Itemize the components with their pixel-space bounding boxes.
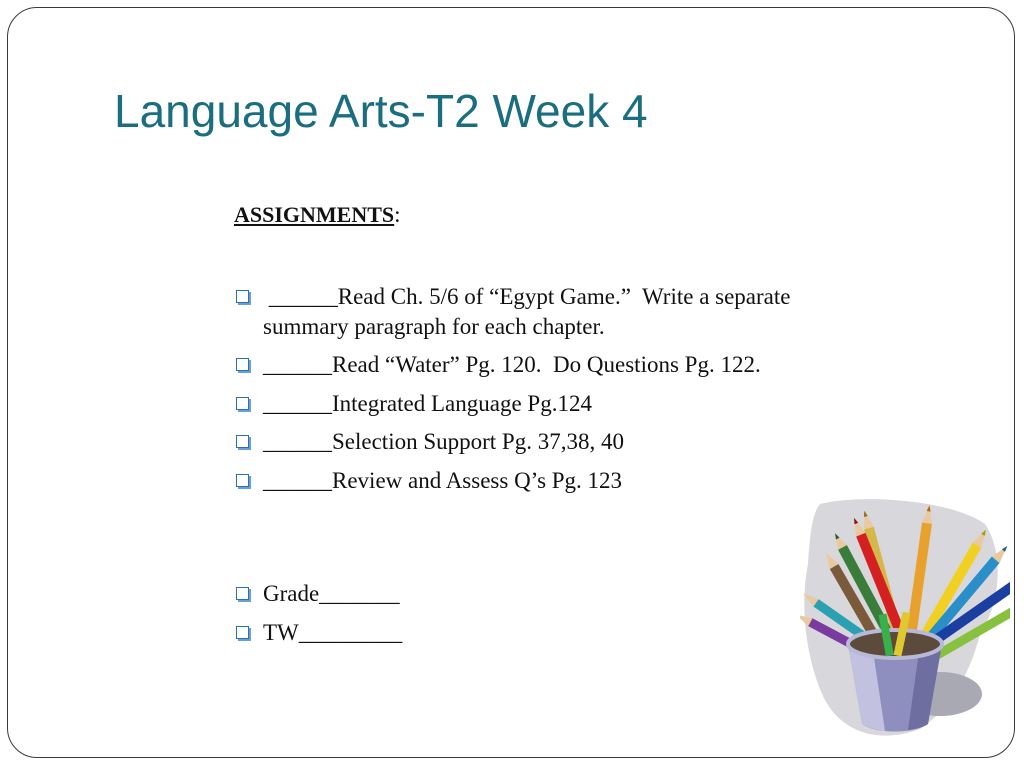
cup [848, 630, 942, 732]
checkbox-icon[interactable] [236, 626, 249, 639]
assignment-text: ______Review and Assess Q’s Pg. 123 [263, 468, 623, 493]
assignment-text-continued: summary paragraph for each chapter. [263, 314, 605, 339]
checkbox-icon[interactable] [236, 290, 249, 303]
checkbox-icon[interactable] [236, 474, 249, 487]
tw-text: TW_________ [263, 620, 403, 645]
assignment-text: ______Read “Water” Pg. 120. Do Questions Pg. 122. [263, 352, 761, 377]
assignments-heading: ASSIGNMENTS [234, 202, 395, 227]
checkbox-icon[interactable] [236, 397, 249, 410]
checkbox-icon[interactable] [236, 587, 249, 600]
assignment-text: ______Read Ch. 5/6 of “Egypt Game.” Write a separate [263, 284, 791, 309]
grade-text: Grade_______ [263, 581, 400, 606]
assignment-item[interactable] [234, 282, 934, 342]
assignments-heading-row [234, 202, 401, 228]
checkbox-icon[interactable] [236, 435, 249, 448]
slide-title: Language Arts-T2 Week 4 [114, 85, 648, 137]
pencils-cup-clipart [800, 494, 1010, 744]
tw-item[interactable] [234, 618, 634, 648]
checkbox-icon[interactable] [236, 358, 249, 371]
grade-item[interactable] [234, 579, 634, 609]
assignment-item[interactable] [234, 350, 934, 380]
assignment-text: ______Selection Support Pg. 37,38, 40 [263, 429, 624, 454]
assignment-text: ______Integrated Language Pg.124 [263, 391, 592, 416]
assignment-item[interactable] [234, 427, 934, 457]
heading-colon: : [394, 202, 401, 227]
assignment-item[interactable] [234, 389, 934, 419]
assignment-item[interactable] [234, 466, 934, 496]
